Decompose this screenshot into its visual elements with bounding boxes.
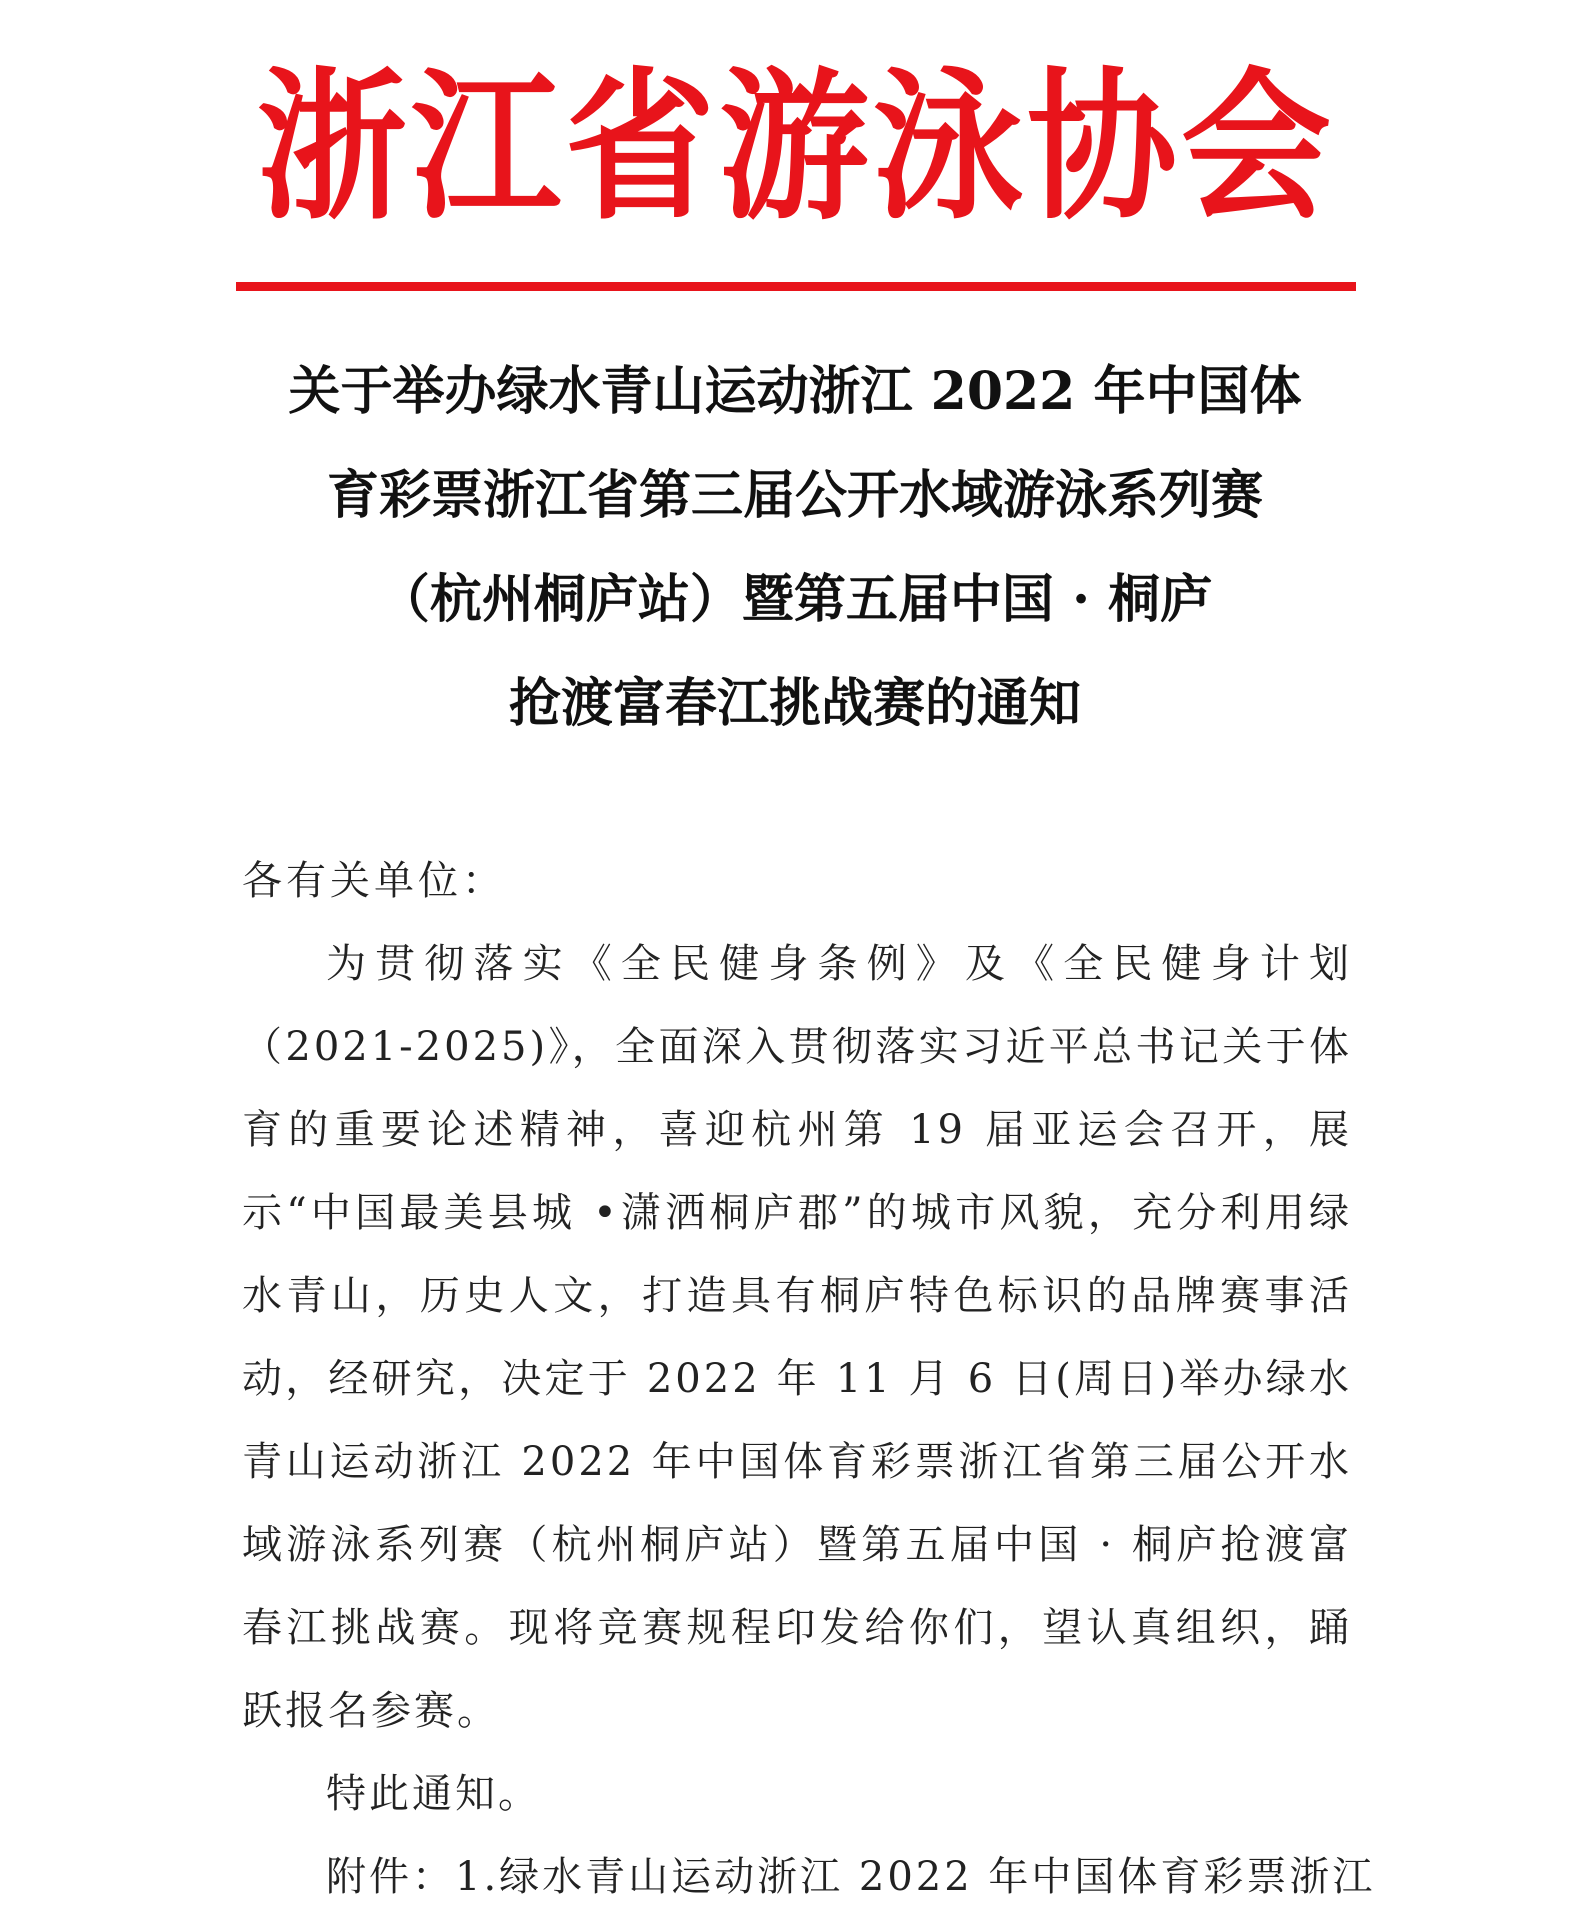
main-paragraph: 为贯彻落实《全民健身条例》及《全民健身计划（2021-2025)》，全面深入贯彻落实习近平总书记关于体育的重要论述精神，喜迎杭州第 19 届亚运会召开，展示“中国最美县城 •潇洒桐庐郡”的城市风貌，充分利用绿水青山，历史人文，打造具有桐庐特色标识的品牌赛事活动，经研究，决定于 2022 年 11 月 6 日(周日)举办绿水青山运动浙江 2022 年中国体育彩票浙江省第三届公开水域游泳系列赛（杭州桐庐站）暨第五届中国 · 桐庐抢渡富春江挑战赛。现将竞赛规程印发给你们，望认真组织，踊跃报名参赛。 <box>242 941 1352 1734</box>
organization-masthead: 浙江省游泳协会 <box>256 51 1335 243</box>
attachment-line: 附件：1.绿水青山运动浙江 2022 年中国体育彩票浙江 <box>326 1854 1376 1900</box>
notice-title-line-4: 抢渡富春江挑战赛的通知 <box>508 673 1081 734</box>
notice-title-line-3: （杭州桐庐站）暨第五届中国 · 桐庐 <box>377 569 1213 630</box>
notice-title <box>230 340 1360 756</box>
salutation: 各有关单位： <box>242 858 506 904</box>
notice-body <box>242 840 1376 1919</box>
notice-title-line-2: 育彩票浙江省第三届公开水域游泳系列赛 <box>326 465 1263 526</box>
red-divider-rule <box>236 282 1356 291</box>
notice-title-line-1: 关于举办绿水青山运动浙江 2022 年中国体 <box>288 361 1302 422</box>
closing-line: 特此通知。 <box>326 1771 541 1817</box>
